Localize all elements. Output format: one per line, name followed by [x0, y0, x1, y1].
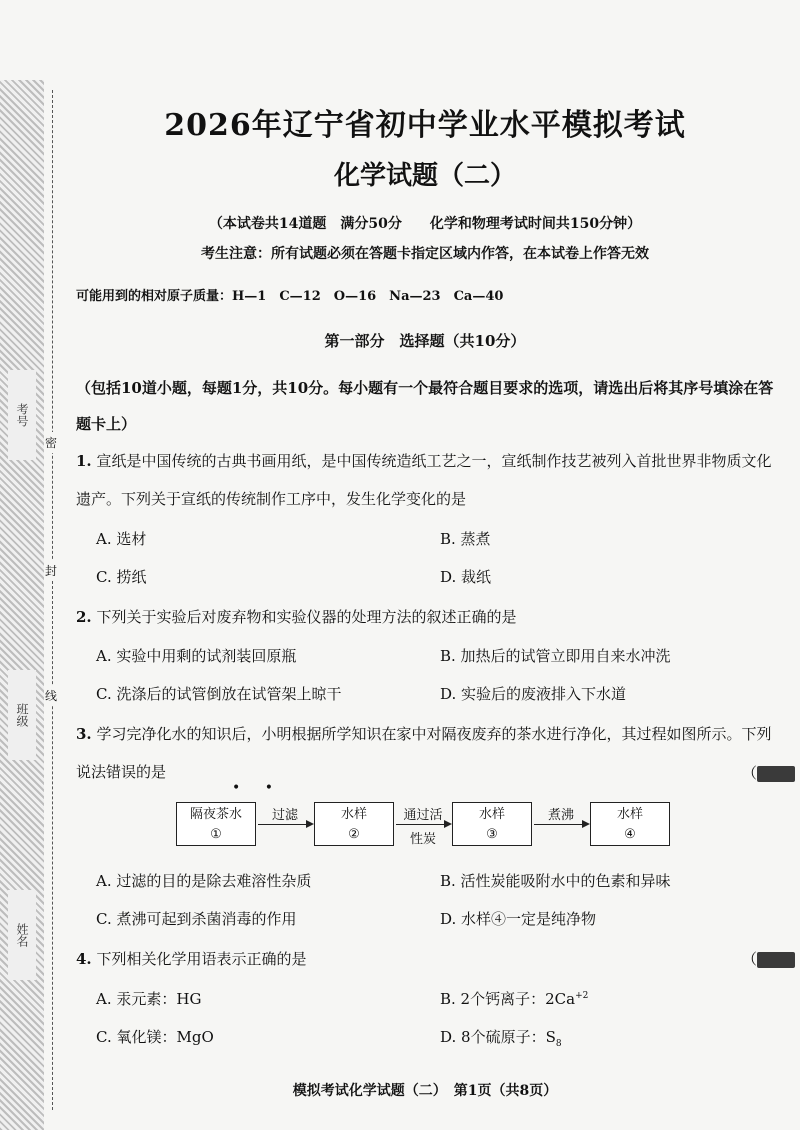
- section-instructions: （包括10道小题，每题1分，共10分。每小题有一个最符合题目要求的选项，请选出后将其序号填涂在答题卡上）: [76, 379, 774, 433]
- flow-step-2a: 通过活: [403, 808, 443, 823]
- answer-bracket: （: [742, 762, 795, 783]
- exam-notice: 考生注意：所有试题必须在答题卡指定区域内作答，在本试卷上作答无效: [201, 246, 649, 262]
- flow-box-1: 隔夜茶水 ①: [176, 802, 256, 846]
- page-footer: 模拟考试化学试题（二） 第1页（共8页）: [292, 1083, 558, 1099]
- question-number: 1.: [76, 452, 92, 470]
- flow-step-2b: 性炭: [409, 832, 436, 847]
- q3-option-d: D. 水样④一定是纯净物: [440, 910, 597, 928]
- flow-arrow-1: [258, 824, 312, 825]
- q1-option-c: C. 捞纸: [96, 568, 147, 586]
- q1-option-d: D. 裁纸: [440, 568, 492, 586]
- atomic-mass-line: 可能用到的相对原子质量：H—1 C—12 O—16 Na—23 Ca—40: [76, 289, 504, 304]
- question-number: 3.: [76, 725, 92, 743]
- q3-option-c: C. 煮沸可起到杀菌消毒的作用: [96, 910, 297, 928]
- flow-box-3: 水样 ③: [452, 802, 532, 846]
- question-1: [76, 442, 781, 518]
- q3-option-b: B. 活性炭能吸附水中的色素和异味: [440, 872, 671, 890]
- emphasis-dots: • •: [232, 780, 283, 796]
- q1-option-a: A. 选材: [96, 530, 147, 548]
- q2-option-a: A. 实验中用剩的试剂装回原瓶: [96, 647, 297, 665]
- exam-title: 2026年辽宁省初中学业水平模拟考试: [164, 108, 686, 143]
- question-stem: 宣纸是中国传统的古典书画用纸，是中国传统造纸工艺之一，宣纸制作技艺被列入首批世界非物质文化遗产。下列关于宣纸的传统制作工序中，发生化学变化的是: [76, 452, 772, 508]
- question-4: [76, 940, 781, 978]
- seal-char-feng: 封: [45, 560, 57, 581]
- question-stem: 下列相关化学用语表示正确的是: [96, 950, 307, 968]
- question-number: 2.: [76, 608, 92, 626]
- question-3: [76, 715, 781, 791]
- question-2: [76, 598, 781, 636]
- flow-step-3: 煮沸: [547, 808, 574, 823]
- purification-flowchart: [176, 800, 676, 852]
- answer-blot: [757, 952, 795, 968]
- flow-arrow-3: [534, 824, 588, 825]
- exam-subtitle: 化学试题（二）: [333, 161, 516, 191]
- binding-strip: [0, 80, 44, 1130]
- exam-info: （本试卷共14道题 满分50分 化学和物理考试时间共150分钟）: [208, 216, 642, 232]
- name-label: 姓名: [8, 890, 36, 980]
- question-number: 4.: [76, 950, 92, 968]
- seal-char-xian: 线: [45, 685, 57, 706]
- question-stem: 下列关于实验后对废弃物和实验仪器的处理方法的叙述正确的是: [96, 608, 517, 626]
- flow-box-4: 水样 ④: [590, 802, 670, 846]
- exam-number-label: 考号: [8, 370, 36, 460]
- answer-bracket: （: [742, 948, 795, 969]
- q1-option-b: B. 蒸煮: [440, 530, 491, 548]
- seal-char-mi: 密: [45, 432, 57, 453]
- class-label: 班级: [8, 670, 36, 760]
- q2-option-d: D. 实验后的废液排入下水道: [440, 685, 627, 703]
- q2-option-c: C. 洗涤后的试管倒放在试管架上晾干: [96, 685, 342, 703]
- q4-option-a: A. 汞元素：HG: [96, 990, 202, 1008]
- question-stem: 学习完净化水的知识后，小明根据所学知识在家中对隔夜废弃的茶水进行净化，其过程如图所示。下列说法错误的是: [76, 725, 772, 781]
- flow-step-1: 过滤: [271, 808, 298, 823]
- answer-blot: [757, 766, 795, 782]
- q3-option-a: A. 过滤的目的是除去难溶性杂质: [96, 872, 312, 890]
- flow-arrow-2: [396, 824, 450, 825]
- flow-box-2: 水样 ②: [314, 802, 394, 846]
- q4-option-d: D. 8个硫原子：$S_8$: [440, 1028, 562, 1049]
- section-title: 第一部分 选择题（共10分）: [324, 332, 526, 350]
- q2-option-b: B. 加热后的试管立即用自来水冲洗: [440, 647, 671, 665]
- q4-option-b: B. 2个钙离子：$2Ca^{+2}$: [440, 990, 589, 1008]
- q4-option-c: C. 氧化镁：MgO: [96, 1028, 214, 1046]
